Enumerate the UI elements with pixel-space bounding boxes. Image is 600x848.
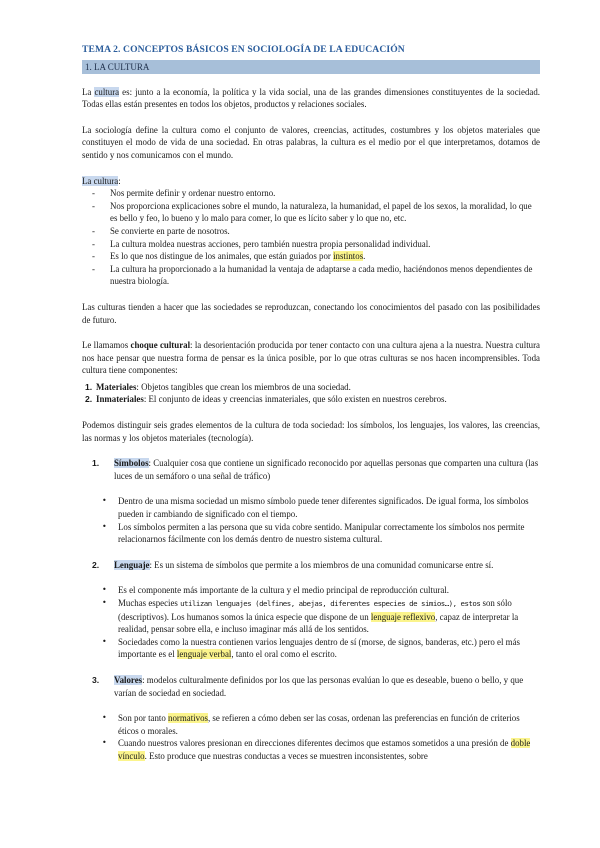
- list-item: - La cultura moldea nuestras acciones, pero también nuestra propia personalidad individual.: [82, 238, 540, 251]
- heading-lenguaje: 2. Lenguaje: Es un sistema de símbolos que permite a los miembros de una comunidad comunicarse entre sí.: [92, 559, 494, 570]
- heading-simbolos: 1. Símbolos: Cualquier cosa que contiene un significado reconocido por aquellas personas que comparten una cultura (las luces de un semáforo o una señal de tráfico): [92, 458, 539, 481]
- list-item: - Es lo que nos distingue de los animales, que están guiados por instintos.: [82, 250, 540, 263]
- paragraph-sociology-definition: La sociología define la cultura como el conjunto de valores, creencias, actitudes, costumbres y los objetos materiales que constituyen el modo de vida de una sociedad. En otras palabras, la cultura es el medio por el que interpretamos, dotamos de sentido y nos comunicamos con el mundo.: [82, 124, 540, 160]
- highlight-lenguaje: Lenguaje: [114, 559, 150, 570]
- highlight-doble-vinculo: doble vínculo: [118, 738, 531, 761]
- list-item: - La cultura ha proporcionado a la humanidad la ventaja de adaptarse a cada medio, haciéndonos menos dependientes de nuestra biología.: [82, 263, 540, 288]
- section-heading: 1. LA CULTURA: [82, 60, 540, 74]
- list-item: • Dentro de una misma sociedad un mismo símbolo puede tener diferentes significados. De igual forma, los símbolos pueden ir cambiando de significado con el tiempo.: [82, 495, 540, 520]
- list-item: • Son por tanto normativos, se refieren a cómo deben ser las cosas, ordenan las preferencias en función de criterios éticos o morales.: [82, 712, 540, 737]
- cultura-dash-list: [82, 187, 540, 288]
- list-item: • Sociedades como la nuestra contienen varios lenguajes dentro de sí (morse, de signos, banderas, etc.) pero el más importante es el lenguaje verbal, tanto el oral como el escrito.: [82, 636, 540, 661]
- heading-valores: 3. Valores: modelos culturalmente definidos por los que las personas evalúan lo que es deseable, bueno o bello, y que varían de sociedad en sociedad.: [92, 674, 524, 698]
- highlight-lenguaje-verbal: lenguaje verbal: [176, 649, 232, 660]
- term-choque-cultural: choque cultural: [130, 340, 191, 351]
- lenguaje-list: [82, 584, 540, 661]
- list-item: - Nos permite definir y ordenar nuestro entorno.: [82, 187, 540, 200]
- paragraph-cultura-definition: La cultura es: junto a la economía, la política y la vida social, una de las grandes dimensiones constituyentes de la sociedad. Todas ellas están presentes en todos los objetos, productos y relaciones sociales.: [82, 86, 540, 110]
- list-item: • Es el componente más importante de la cultura y el medio principal de reproducción cultural.: [82, 584, 540, 597]
- list-item: • Muchas especies utilizan lenguajes (delfines, abejas, diferentes especies de simios…), estos son sólo (descriptivos). Los humanos somos la única especie que dispone de un lenguaje reflexivo, capaz de interpretar la realidad, pensar sobre ella, e incluso imaginar más allá de los sentidos.: [82, 597, 540, 636]
- list-item: 2. Inmateriales: El conjunto de ideas y creencias inmateriales, que sólo existen en nuestros cerebros.: [85, 394, 447, 405]
- highlight-cultura: cultura: [94, 86, 120, 97]
- document-page: [82, 44, 540, 776]
- list-item: • Los símbolos permiten a las persona que su vida cobre sentido. Manipular correctamente los símbolos nos permite relacionarnos fácilmente con los demás dentro de nuestro sistema cultural.: [82, 521, 540, 546]
- components-list: [82, 381, 540, 406]
- paragraph-choque-cultural: Le llamamos choque cultural: la desorientación producida por tener contacto con una cultura ajena a la nuestra. Nuestra cultura nos hace pensar que nuestra forma de pensar es la única posible, por lo que otras culturas se nos hacen incomprensibles. Toda cultura tiene componentes:: [82, 340, 540, 376]
- list-item: 1. Materiales: Objetos tangibles que crean los miembros de una sociedad.: [85, 381, 351, 392]
- highlight-simbolos: Símbolos: [114, 458, 149, 469]
- paragraph-reproduction: Las culturas tienden a hacer que las sociedades se reproduzcan, conectando los conocimientos del pasado con las posibilidades de futuro.: [82, 301, 540, 325]
- simbolos-list: [82, 495, 540, 545]
- highlight-la-cultura: La cultura: [82, 175, 119, 186]
- valores-list: [82, 712, 540, 762]
- list-item: - Nos proporciona explicaciones sobre el mundo, la naturaleza, la humanidad, el papel de los sexos, la moralidad, lo que es bello y feo, lo bueno y lo malo para comer, lo que es lícito saber y lo que no, etc.: [82, 200, 540, 225]
- list-item: • Cuando nuestros valores presionan en direcciones diferentes decimos que estamos sometidos a una presión de doble vínculo. Esto produce que nuestras conductas a veces se muestren inconsistentes, sobre: [82, 737, 540, 762]
- highlight-normativos: normativos: [168, 713, 208, 724]
- cultura-list-heading: La cultura:: [82, 175, 121, 186]
- document-title: TEMA 2. CONCEPTOS BÁSICOS EN SOCIOLOGÍA DE LA EDUCACIÓN: [82, 44, 405, 55]
- list-item: - Se convierte en parte de nosotros.: [82, 225, 540, 238]
- highlight-instintos: instintos: [333, 251, 364, 262]
- highlight-lenguaje-reflexivo: lenguaje reflexivo: [370, 611, 436, 622]
- paragraph-six-elements: Podemos distinguir seis grades elementos de la cultura de toda sociedad: los símbolos, los lenguajes, los valores, las creencias, las normas y los objetos materiales (tecnología).: [82, 420, 540, 443]
- highlight-valores: Valores: [114, 674, 143, 685]
